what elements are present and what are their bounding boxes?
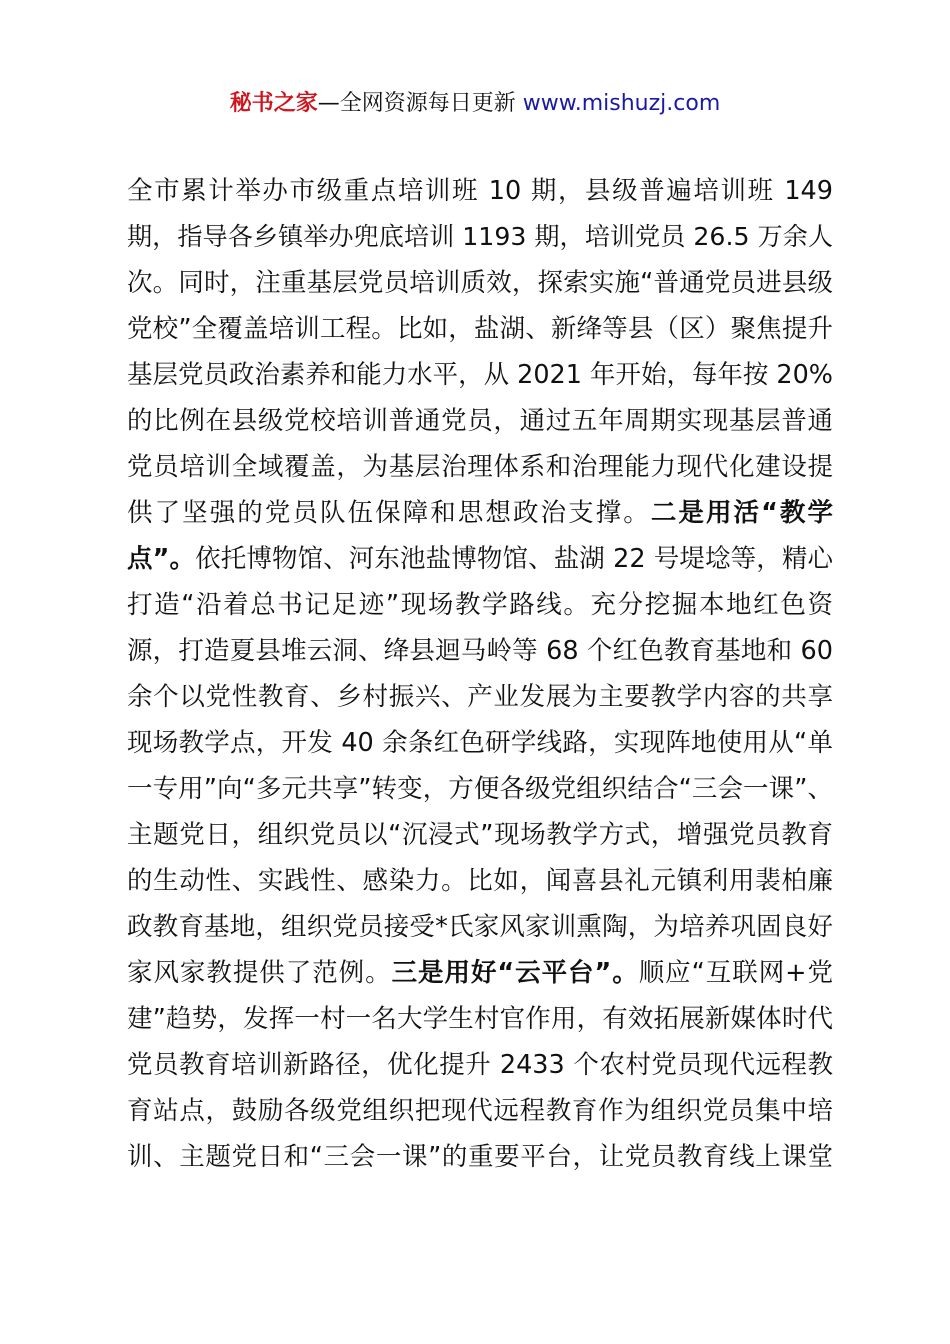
- body-text-segment: 建”趋势，发挥一村一名大学生村官作用，有效拓展新媒体时代: [127, 1004, 833, 1034]
- text-line: [127, 950, 833, 996]
- text-line: [127, 306, 833, 352]
- body-text-segment: 的比例在县级党校培训普通党员，通过五年周期实现基层普通: [127, 406, 833, 436]
- body-text-segment: 供了坚强的党员队伍保障和思想政治支撑。: [127, 498, 651, 528]
- body-text-segment: 党校”全覆盖培训工程。比如，盐湖、新绛等县（区）聚焦提升: [127, 314, 833, 344]
- document-body: [127, 168, 833, 1180]
- text-line: [127, 1042, 833, 1088]
- body-text-segment: 党员教育培训新路径，优化提升 2433 个农村党员现代远程教: [127, 1050, 833, 1080]
- text-line: [127, 720, 833, 766]
- text-line: [127, 674, 833, 720]
- bold-heading-text: 三是用好“云平台”。: [391, 958, 639, 988]
- body-text-segment: 育站点，鼓励各级党组织把现代远程教育作为组织党员集中培: [127, 1096, 833, 1126]
- body-text-segment: 依托博物馆、河东池盐博物馆、盐湖 22 号堤埝等，精心: [195, 544, 833, 574]
- text-line: [127, 628, 833, 674]
- body-text-segment: 主题党日，组织党员以“沉浸式”现场教学方式，增强党员教育: [127, 820, 833, 850]
- text-line: [127, 168, 833, 214]
- text-line: [127, 536, 833, 582]
- body-text-segment: 期，指导各乡镇举办兜底培训 1193 期，培训党员 26.5 万余人: [127, 222, 833, 251]
- text-line: [127, 490, 833, 536]
- body-text-segment: 现场教学点，开发 40 余条红色研学线路，实现阵地使用从“单: [127, 728, 833, 758]
- body-text-segment: 一专用”向“多元共享”转变，方便各级党组织结合“三会一课”、: [127, 774, 833, 804]
- body-text-segment: 政教育基地，组织党员接受*氏家风家训熏陶，为培养巩固良好: [127, 912, 833, 942]
- bold-heading-text: 点”。: [127, 544, 196, 574]
- text-line: [127, 1134, 833, 1180]
- body-text-segment: 打造“沿着总书记足迹”现场教学路线。充分挖掘本地红色资: [127, 590, 833, 620]
- body-text-segment: 源，打造夏县堆云洞、绛县迴马岭等 68 个红色教育基地和 60: [127, 636, 833, 666]
- body-text-segment: 家风家教提供了范例。: [127, 958, 392, 988]
- body-text-segment: 次。同时，注重基层党员培训质效，探索实施“普通党员进县级: [127, 268, 833, 298]
- body-text-segment: 余个以党性教育、乡村振兴、产业发展为主要教学内容的共享: [127, 682, 833, 712]
- text-line: [127, 352, 833, 398]
- text-line: [127, 260, 833, 306]
- body-text-segment: 顺应“互联网+党: [638, 958, 833, 988]
- header-tagline: —全网资源每日更新: [317, 91, 523, 116]
- site-url-link[interactable]: www.mishuzj.com: [522, 91, 721, 116]
- text-line: [127, 766, 833, 812]
- brand-name: 秘书之家: [229, 91, 318, 116]
- text-line: [127, 582, 833, 628]
- text-line: [127, 1088, 833, 1134]
- body-text-segment: 的生动性、实践性、感染力。比如，闻喜县礼元镇利用裴柏廉: [127, 866, 833, 896]
- body-text-segment: 基层党员政治素养和能力水平，从 2021 年开始，每年按 20%: [127, 360, 833, 390]
- bold-heading-text: 二是用活“教学: [650, 498, 833, 528]
- text-line: [127, 812, 833, 858]
- text-line: [127, 398, 833, 444]
- body-text-segment: 全市累计举办市级重点培训班 10 期，县级普遍培训班 149: [127, 176, 833, 206]
- body-text-segment: 党员培训全域覆盖，为基层治理体系和治理能力现代化建设提: [127, 452, 833, 482]
- text-line: [127, 444, 833, 490]
- body-text-segment: 训、主题党日和“三会一课”的重要平台，让党员教育线上课堂: [127, 1142, 833, 1172]
- text-line: [127, 904, 833, 950]
- page-header: [0, 88, 950, 120]
- text-line: [127, 996, 833, 1042]
- text-line: [127, 214, 833, 260]
- text-line: [127, 858, 833, 904]
